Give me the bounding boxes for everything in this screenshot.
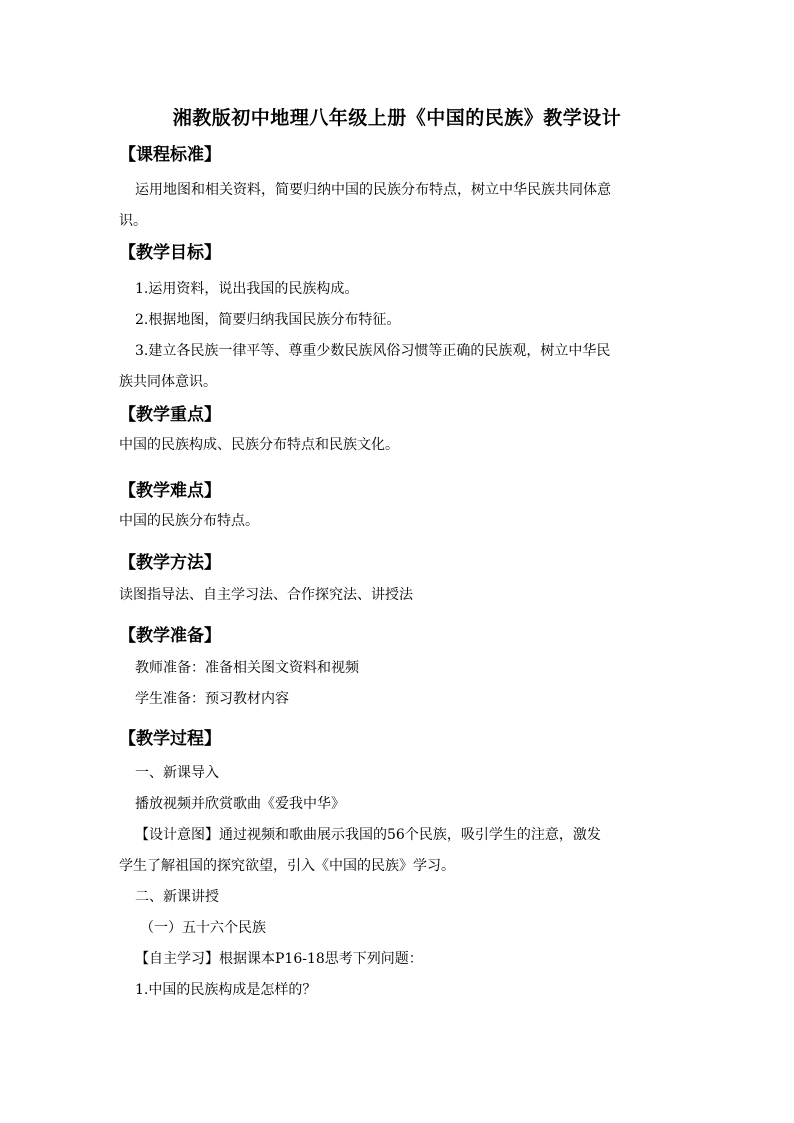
self-study-prompt: 【自主学习】根据课本P16-18思考下列问题： — [135, 951, 423, 967]
heading-difficulties: 【教学难点】 — [119, 481, 221, 501]
standard-line-2: 识。 — [119, 213, 147, 229]
heading-key-points: 【教学重点】 — [119, 405, 221, 425]
heading-teaching-methods: 【教学方法】 — [119, 553, 221, 573]
document-title: 湘教版初中地理八年级上册《中国的民族》教学设计 — [172, 107, 622, 129]
process-new-lesson-heading: 二、新课讲授 — [135, 889, 219, 905]
heading-teaching-objectives: 【教学目标】 — [119, 243, 221, 263]
heading-teaching-preparation: 【教学准备】 — [119, 626, 221, 646]
question-1: 1.中国的民族构成是怎样的？ — [135, 982, 317, 998]
objective-3: 3.建立各民族一律平等、尊重少数民族风俗习惯等正确的民族观，树立中华民 — [135, 343, 611, 359]
heading-course-standard: 【课程标准】 — [119, 145, 221, 165]
subsection-fifty-six-ethnic-groups: （一）五十六个民族 — [140, 920, 266, 936]
objective-1: 1.运用资料，说出我国的民族构成。 — [135, 281, 359, 297]
heading-teaching-process: 【教学过程】 — [119, 729, 221, 749]
objective-2: 2.根据地图，简要归纳我国民族分布特征。 — [135, 312, 401, 328]
process-intro-heading: 一、新课导入 — [135, 765, 219, 781]
difficulties-text: 中国的民族分布特点。 — [119, 513, 259, 529]
student-preparation: 学生准备：预习教材内容 — [135, 691, 289, 707]
standard-line-1: 运用地图和相关资料，简要归纳中国的民族分布特点，树立中华民族共同体意 — [135, 182, 611, 198]
design-intent-line-2: 学生了解祖国的探究欲望，引入《中国的民族》学习。 — [119, 858, 455, 874]
methods-text: 读图指导法、自主学习法、合作探究法、讲授法 — [119, 587, 413, 603]
design-intent-line-1: 【设计意图】通过视频和歌曲展示我国的56个民族，吸引学生的注意，激发 — [135, 827, 601, 843]
objective-3-continued: 族共同体意识。 — [119, 374, 217, 390]
process-intro-activity: 播放视频并欣赏歌曲《爱我中华》 — [135, 796, 345, 812]
teacher-preparation: 教师准备：准备相关图文资料和视频 — [135, 660, 359, 676]
key-points-text: 中国的民族构成、民族分布特点和民族文化。 — [119, 437, 399, 453]
